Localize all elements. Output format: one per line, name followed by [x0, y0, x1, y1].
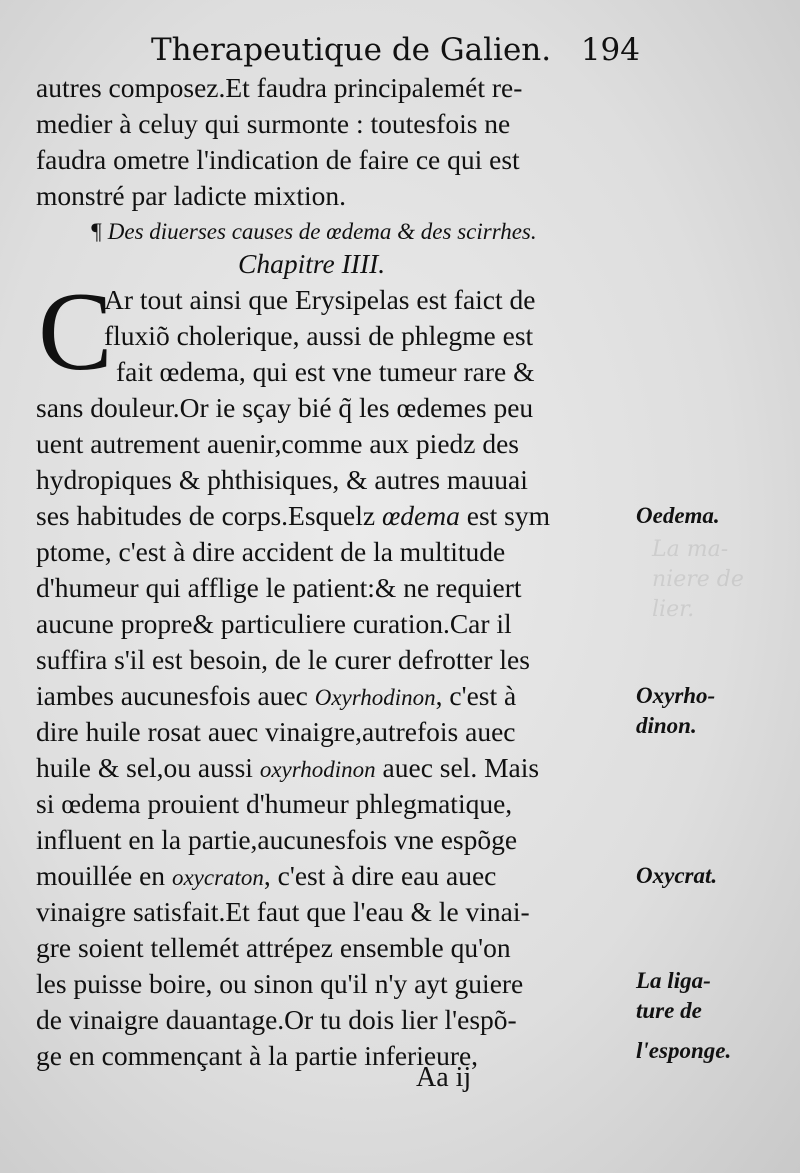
text-line: fait œdema, qui est vne tumeur rare & — [116, 356, 535, 387]
text-line: les puisse boire, ou sinon qu'il n'y ayt guiere — [36, 968, 524, 999]
text-line: iambes aucunesfois auec Oxyrhodinon, c'est à — [36, 680, 517, 711]
signature-mark: Aa ij — [416, 1062, 472, 1093]
margin-note: La liga- — [636, 968, 711, 993]
section-heading: ¶ Des diuerses causes de œdema & des scirrhes. — [90, 219, 537, 244]
text-line: sans douleur.Or ie sçay bié q̃ les œdemes peu — [36, 392, 534, 423]
text-line: ptome, c'est à dire accident de la multitude — [36, 536, 506, 567]
margin-note: Oedema. — [636, 503, 720, 528]
text-line: hydropiques & phthisiques, & autres mauuai — [36, 464, 528, 495]
margin-note: ture de — [636, 998, 702, 1023]
margin-note: Oxyrho- — [636, 683, 716, 708]
text-line: dire huile rosat auec vinaigre,autrefois auec — [36, 716, 516, 747]
margin-note: Oxycrat. — [636, 863, 718, 888]
text-line: d'humeur qui afflige le patient:& ne requiert — [36, 572, 522, 603]
running-title: Therapeutique de Galien. — [151, 32, 552, 68]
bleed-through-text: La ma- niere de lier. — [652, 537, 744, 622]
text-line: faudra ometre l'indication de faire ce qui est — [36, 144, 520, 175]
margin-note: l'esponge. — [636, 1038, 732, 1063]
text-line: suffira s'il est besoin, de le curer defrotter les — [36, 644, 530, 675]
text-line: ge en commençant à la partie inferieure, — [36, 1040, 479, 1071]
running-header — [36, 30, 640, 70]
text-line: de vinaigre dauantage.Or tu dois lier l'espõ- — [36, 1004, 517, 1035]
text-line: aucune propre& particuliere curation.Car il — [36, 608, 512, 639]
chapter-title: Chapitre IIII. — [238, 248, 386, 279]
text-line: autres composez.Et faudra principalemét re- — [36, 72, 523, 103]
text-line: si œdema prouient d'humeur phlegmatique, — [36, 788, 513, 819]
text-line: ses habitudes de corps.Esquelz œdema est sym — [36, 500, 551, 531]
text-line: gre soient tellemét attrépez ensemble qu'on — [36, 932, 511, 963]
text-line: uent autrement auenir,comme aux piedz des — [36, 428, 520, 459]
text-line: medier à celuy qui surmonte : toutesfois ne — [36, 108, 511, 139]
page-number: 194 — [580, 32, 640, 68]
text-line: Ar tout ainsi que Erysipelas est faict de — [104, 284, 536, 315]
text-line: vinaigre satisfait.Et faut que l'eau & le vinai- — [36, 896, 530, 927]
margin-note: dinon. — [636, 713, 697, 738]
text-line: fluxiõ cholerique, aussi de phlegme est — [104, 320, 534, 351]
text-line: huile & sel,ou aussi oxyrhodinon auec sel. Mais — [36, 752, 540, 783]
drop-cap: C — [38, 270, 113, 394]
text-line: mouillée en oxycraton, c'est à dire eau auec — [36, 860, 497, 891]
text-line: monstré par ladicte mixtion. — [36, 180, 347, 211]
text-line: influent en la partie,aucunesfois vne espõge — [36, 824, 518, 855]
